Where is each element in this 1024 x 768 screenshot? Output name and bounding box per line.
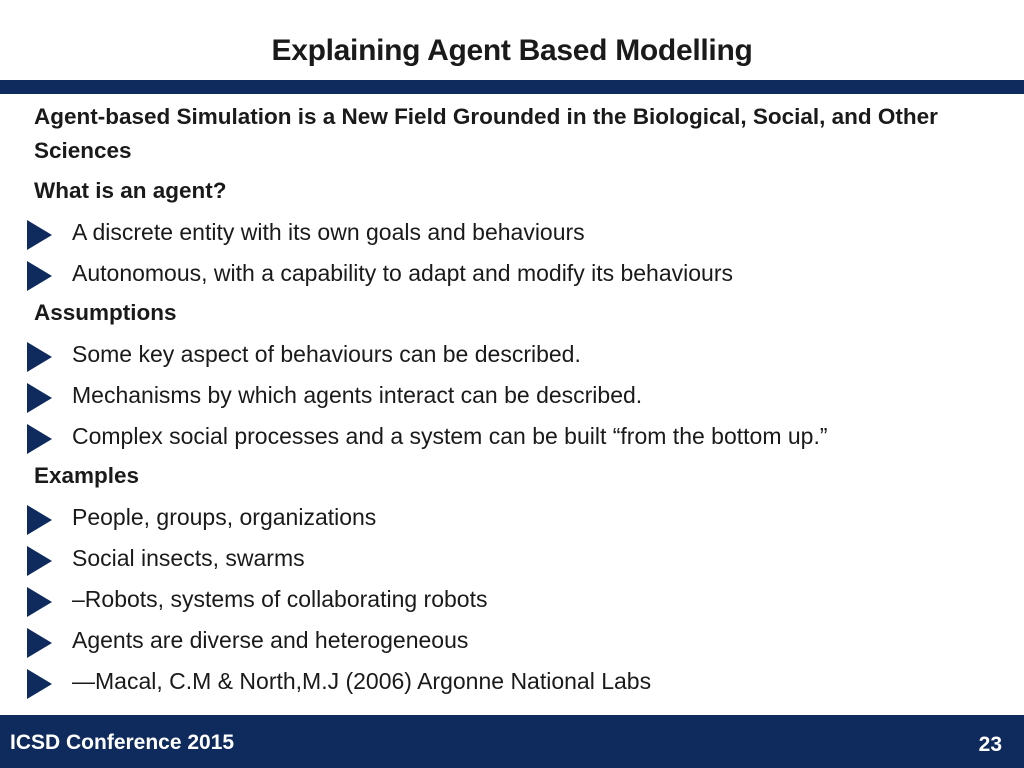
bullet-item [34, 333, 994, 374]
slide-body [34, 100, 994, 701]
conference-label: ICSD Conference 2015 [10, 731, 235, 754]
bullet-item [34, 252, 994, 293]
bullet-text: Social insects, swarms [72, 544, 305, 571]
bullet-text: People, groups, organizations [72, 503, 377, 530]
bullet-text: A discrete entity with its own goals and behaviours [72, 218, 585, 245]
section-heading-assumptions: Assumptions [34, 300, 177, 325]
bullet-item [34, 537, 994, 578]
bullet-text: –Robots, systems of collaborating robots [72, 585, 488, 612]
bullet-item [34, 496, 994, 537]
footer-bar [0, 715, 1024, 768]
bullet-text: Mechanisms by which agents interact can be described. [72, 381, 643, 408]
bullet-item [34, 211, 994, 252]
triangle-right-icon [27, 261, 52, 291]
bullet-text: Agents are diverse and heterogeneous [72, 626, 469, 653]
triangle-right-icon [27, 342, 52, 372]
triangle-right-icon [27, 505, 52, 535]
triangle-right-icon [27, 383, 52, 413]
slide-title: Explaining Agent Based Modelling [271, 34, 753, 67]
triangle-right-icon [27, 628, 52, 658]
bullet-item [34, 415, 994, 456]
bullet-text: Autonomous, with a capability to adapt and modify its behaviours [72, 259, 733, 286]
bullet-item [34, 578, 994, 619]
bullet-text: Complex social processes and a system can be built “from the bottom up.” [72, 422, 828, 449]
triangle-right-icon [27, 424, 52, 454]
triangle-right-icon [27, 669, 52, 699]
triangle-right-icon [27, 546, 52, 576]
triangle-right-icon [27, 587, 52, 617]
bullet-item [34, 619, 994, 660]
title-divider [0, 80, 1024, 94]
section-heading-examples: Examples [34, 463, 140, 488]
triangle-right-icon [27, 220, 52, 250]
bullet-item [34, 374, 994, 415]
bullet-text: Some key aspect of behaviours can be described. [72, 340, 581, 367]
section-heading-agent: What is an agent? [34, 178, 227, 203]
intro-heading: Agent-based Simulation is a New Field Grounded in the Biological, Social, and Other Sciences [34, 104, 938, 163]
bullet-item [34, 660, 994, 701]
page-number: 23 [978, 733, 1002, 756]
bullet-text: —Macal, C.M & North,M.J (2006) Argonne National Labs [72, 667, 652, 694]
